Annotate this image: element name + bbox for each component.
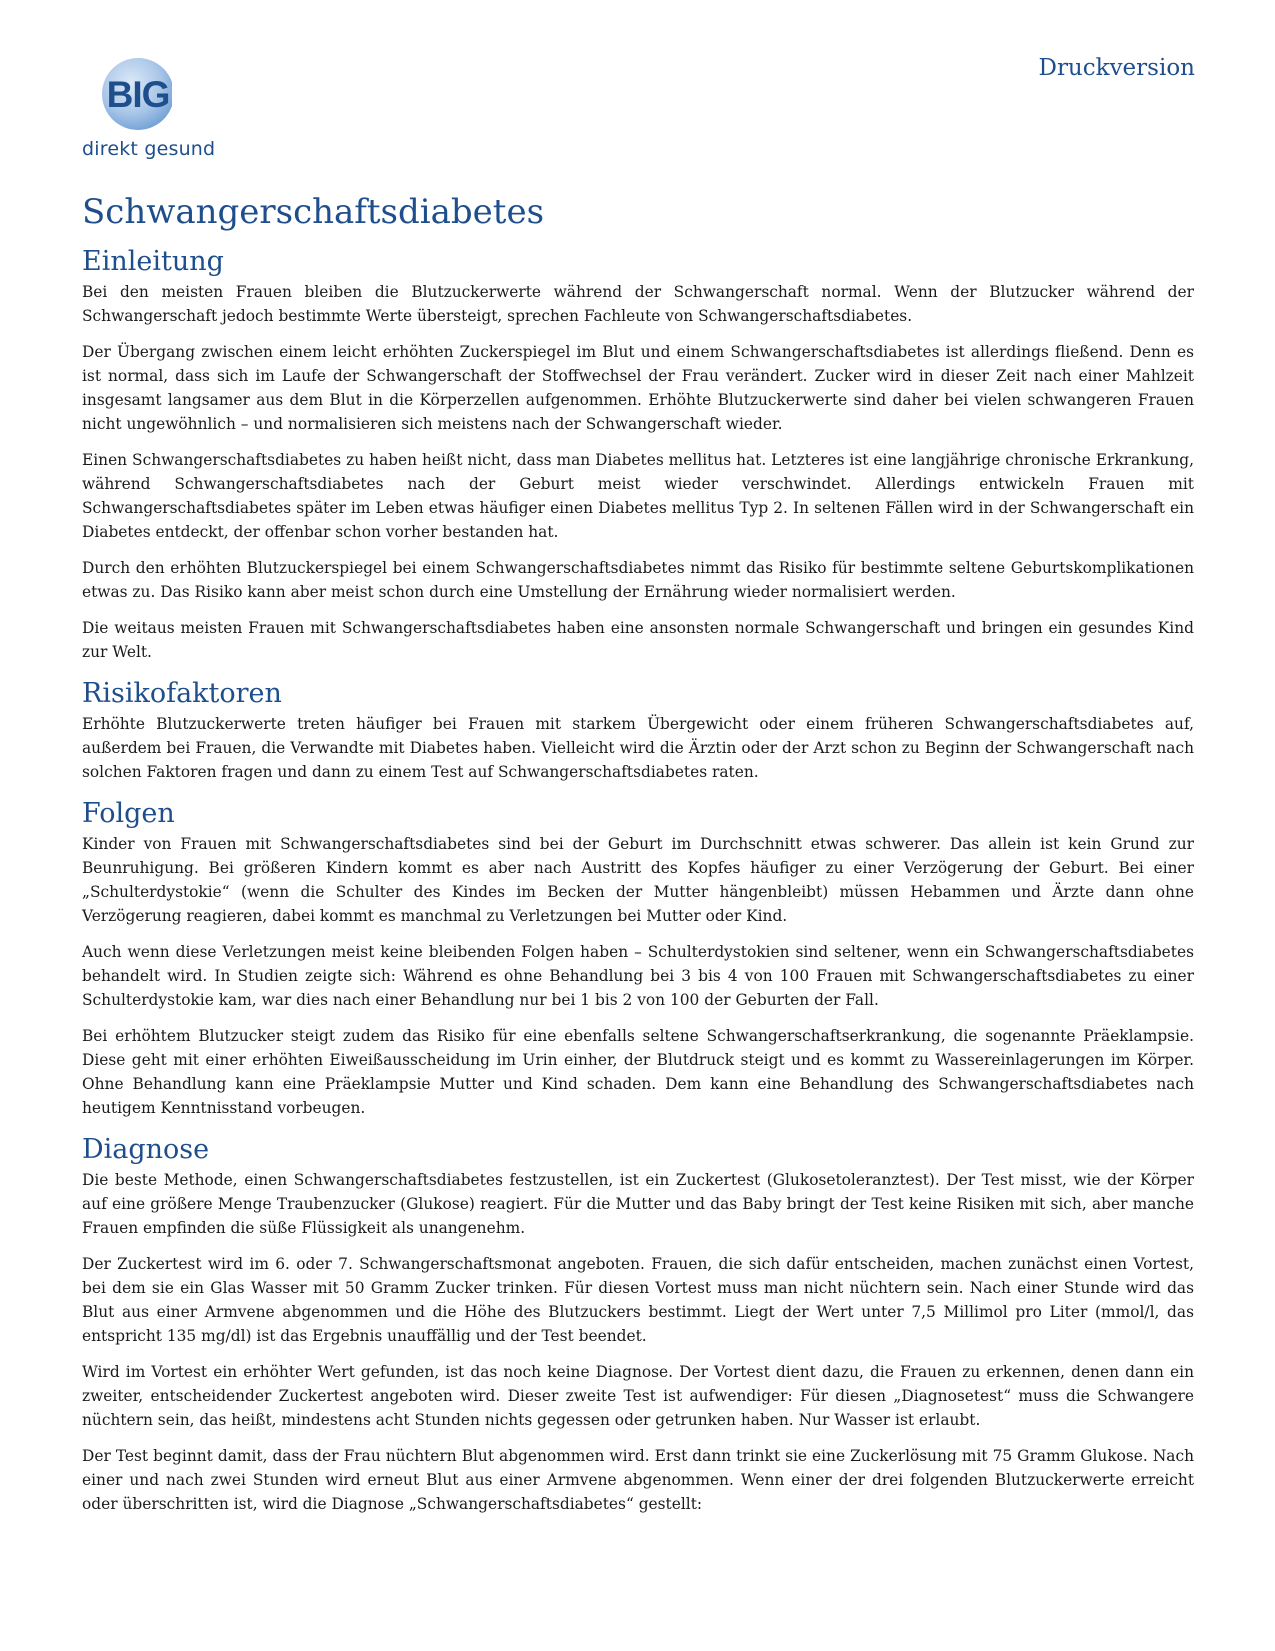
logo-tagline: direkt gesund [82,138,216,160]
section-heading: Folgen [82,798,175,829]
paragraph: Bei den meisten Frauen bleiben die Blutzuckerwerte während der Schwangerschaft normal. Wenn der Blutzucker während der Schwangerschaft jedoch bestimmte Werte übersteigt, sprechen Fachleute von Schwangerschaftsdiabetes. [82,283,1194,325]
big-logo-emblem [82,56,172,132]
big-logo [82,56,222,166]
section-folgen [82,796,1194,1120]
section-heading: Einleitung [82,246,224,277]
section-einleitung [82,244,1194,664]
paragraph: Durch den erhöhten Blutzuckerspiegel bei einem Schwangerschaftsdiabetes nimmt das Risiko für bestimmte seltene Geburtskomplikationen etwas zu. Das Risiko kann aber meist schon durch eine Umstellung der Ernährung wieder normalisiert werden. [82,559,1194,601]
paragraph: Erhöhte Blutzuckerwerte treten häufiger bei Frauen mit starkem Übergewicht oder einem früheren Schwangerschaftsdiabetes auf, außerdem bei Frauen, die Verwandte mit Diabetes haben. Vielleicht wird die Ärztin oder der Arzt schon zu Beginn der Schwangerschaft nach solchen Faktoren fragen und dann zu einem Test auf Schwangerschaftsdiabetes raten. [82,715,1194,781]
paragraph: Die beste Methode, einen Schwangerschaftsdiabetes festzustellen, ist ein Zuckertest (Glukosetoleranztest). Der Test misst, wie der Körper auf eine größere Menge Traubenzucker (Glukose) reagiert. Für die Mutter und das Baby bringt der Test keine Risiken mit sich, aber manche Frauen empfinden die süße Flüssigkeit als unangenehm. [82,1171,1194,1237]
section-heading: Diagnose [82,1134,210,1165]
print-version-link[interactable]: Druckversion [1038,55,1195,81]
paragraph: Der Übergang zwischen einem leicht erhöhten Zuckerspiegel im Blut und einem Schwangerschaftsdiabetes ist allerdings fließend. Denn es ist normal, dass sich im Laufe der Schwangerschaft der Stoffwechsel der Frau verändert. Zucker wird in dieser Zeit nach einer Mahlzeit insgesamt langsamer aus dem Blut in die Körperzellen aufgenommen. Erhöhte Blutzuckerwerte sind daher bei vielen schwangeren Frauen nicht ungewöhnlich – und normalisieren sich meistens nach der Schwangerschaft wieder. [82,343,1194,433]
page-title: Schwangerschaftsdiabetes [82,192,545,232]
section-diagnose [82,1132,1194,1516]
document-content [82,190,1194,1528]
paragraph: Die weitaus meisten Frauen mit Schwangerschaftsdiabetes haben eine ansonsten normale Schwangerschaft und bringen ein gesundes Kind zur Welt. [82,619,1194,661]
paragraph: Bei erhöhtem Blutzucker steigt zudem das Risiko für eine ebenfalls seltene Schwangerschaftserkrankung, die sogenannte Präeklampsie. Diese geht mit einer erhöhten Eiweißausscheidung im Urin einher, der Blutdruck steigt und es kommt zu Wassereinlagerungen im Körper. Ohne Behandlung kann eine Präeklampsie Mutter und Kind schaden. Dem kann eine Behandlung des Schwangerschaftsdiabetes nach heutigem Kenntnisstand vorbeugen. [82,1027,1194,1117]
paragraph: Wird im Vortest ein erhöhter Wert gefunden, ist das noch keine Diagnose. Der Vortest dient dazu, die Frauen zu erkennen, denen dann ein zweiter, entscheidender Zuckertest angeboten wird. Dieser zweite Test ist aufwendiger: Für diesen „Diagnosetest“ muss die Schwangere nüchtern sein, das heißt, mindestens acht Stunden nichts gegessen oder getrunken haben. Nur Wasser ist erlaubt. [82,1363,1194,1429]
paragraph: Auch wenn diese Verletzungen meist keine bleibenden Folgen haben – Schulterdystokien sind seltener, wenn ein Schwangerschaftsdiabetes behandelt wird. In Studien zeigte sich: Während es ohne Behandlung bei 3 bis 4 von 100 Frauen mit Schwangerschaftsdiabetes zu einer Schulterdystokie kam, war dies nach einer Behandlung nur bei 1 bis 2 von 100 der Geburten der Fall. [82,943,1194,1009]
paragraph: Der Test beginnt damit, dass der Frau nüchtern Blut abgenommen wird. Erst dann trinkt sie eine Zuckerlösung mit 75 Gramm Glukose. Nach einer und nach zwei Stunden wird erneut Blut aus einer Armvene abgenommen. Wenn einer der drei folgenden Blutzuckerwerte erreicht oder überschritten ist, wird die Diagnose „Schwangerschaftsdiabetes“ gestellt: [82,1447,1194,1513]
paragraph: Einen Schwangerschaftsdiabetes zu haben heißt nicht, dass man Diabetes mellitus hat. Letzteres ist eine langjährige chronische Erkrankung, während Schwangerschaftsdiabetes nach der Geburt meist wieder verschwindet. Allerdings entwickeln Frauen mit Schwangerschaftsdiabetes später im Leben etwas häufiger einen Diabetes mellitus Typ 2. In seltenen Fällen wird in der Schwangerschaft ein Diabetes entdeckt, der offenbar schon vorher bestanden hat. [82,451,1194,541]
paragraph: Der Zuckertest wird im 6. oder 7. Schwangerschaftsmonat angeboten. Frauen, die sich dafür entscheiden, machen zunächst einen Vortest, bei dem sie ein Glas Wasser mit 50 Gramm Zucker trinken. Für diesen Vortest muss man nicht nüchtern sein. Nach einer Stunde wird das Blut aus einer Armvene abgenommen und die Höhe des Blutzuckers bestimmt. Liegt der Wert unter 7,5 Millimol pro Liter (mmol/l, das entspricht 135 mg/dl) ist das Ergebnis unauffällig und der Test beendet. [82,1255,1194,1345]
paragraph: Kinder von Frauen mit Schwangerschaftsdiabetes sind bei der Geburt im Durchschnitt etwas schwerer. Das allein ist kein Grund zur Beunruhigung. Bei größeren Kindern kommt es aber nach Austritt des Kopfes häufiger zu einer Verzögerung der Geburt. Bei einer „Schulterdystokie“ (wenn die Schulter des Kindes im Becken der Mutter hängenbleibt) müssen Hebammen und Ärzte dann ohne Verzögerung reagieren, dabei kommt es manchmal zu Verletzungen bei Mutter oder Kind. [82,835,1194,925]
logo-text: BIG [106,74,170,115]
section-heading: Risikofaktoren [82,678,282,709]
section-risikofaktoren [82,676,1194,784]
